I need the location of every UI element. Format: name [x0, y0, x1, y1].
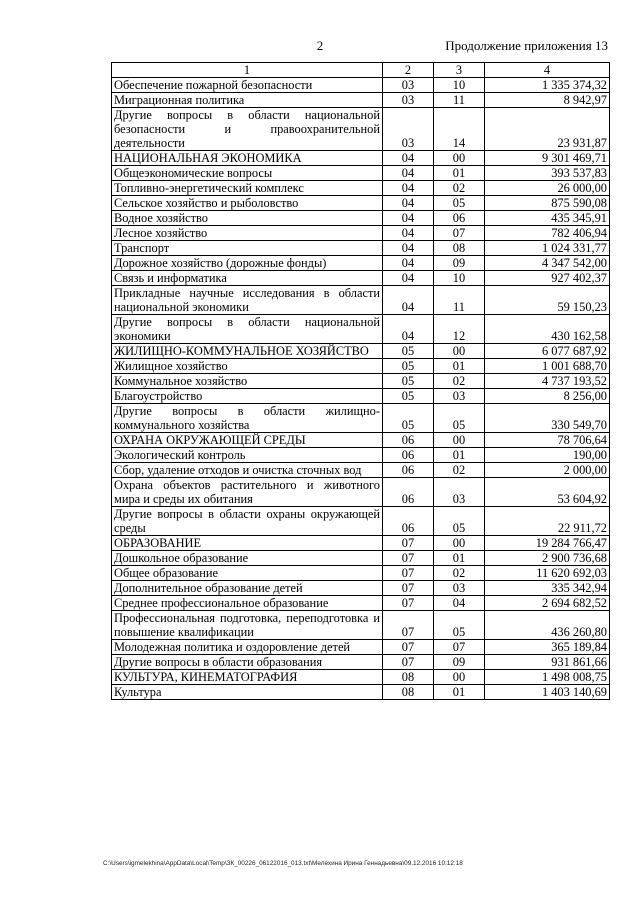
row-section-code: 07 — [383, 536, 434, 551]
row-name: Другие вопросы в области охраны окружающей среды — [112, 507, 383, 536]
table-row — [112, 507, 610, 536]
row-subsection-code: 12 — [434, 315, 485, 344]
row-section-code: 05 — [383, 389, 434, 404]
row-subsection-code: 10 — [434, 78, 485, 93]
row-name: ЖИЛИЩНО-КОММУНАЛЬНОЕ ХОЗЯЙСТВО — [112, 344, 383, 359]
row-amount: 1 335 374,32 — [485, 78, 610, 93]
row-subsection-code: 01 — [434, 166, 485, 181]
row-section-code: 04 — [383, 196, 434, 211]
row-subsection-code: 09 — [434, 256, 485, 271]
row-subsection-code: 00 — [434, 536, 485, 551]
row-amount: 78 706,64 — [485, 433, 610, 448]
row-name: Другие вопросы в области жилищно-коммунального хозяйства — [112, 404, 383, 433]
table-row — [112, 536, 610, 551]
row-subsection-code: 05 — [434, 196, 485, 211]
row-amount: 190,00 — [485, 448, 610, 463]
table-row — [112, 196, 610, 211]
row-amount: 1 498 008,75 — [485, 670, 610, 685]
column-number-row — [112, 63, 610, 78]
row-name: Транспорт — [112, 241, 383, 256]
table-row — [112, 551, 610, 566]
row-subsection-code: 07 — [434, 640, 485, 655]
row-section-code: 07 — [383, 581, 434, 596]
row-section-code: 03 — [383, 93, 434, 108]
row-subsection-code: 05 — [434, 507, 485, 536]
row-name: Миграционная политика — [112, 93, 383, 108]
row-subsection-code: 02 — [434, 181, 485, 196]
table-row — [112, 315, 610, 344]
column-number: 1 — [112, 63, 383, 78]
row-section-code: 05 — [383, 344, 434, 359]
row-subsection-code: 01 — [434, 359, 485, 374]
table-row — [112, 640, 610, 655]
table-row — [112, 374, 610, 389]
row-name: Топливно-энергетический комплекс — [112, 181, 383, 196]
row-amount: 59 150,23 — [485, 286, 610, 315]
row-amount: 393 537,83 — [485, 166, 610, 181]
row-amount: 931 861,66 — [485, 655, 610, 670]
row-subsection-code: 11 — [434, 286, 485, 315]
appendix-label: Продолжение приложения 13 — [445, 38, 608, 53]
table-row — [112, 566, 610, 581]
row-amount: 875 590,08 — [485, 196, 610, 211]
column-number: 4 — [485, 63, 610, 78]
row-subsection-code: 09 — [434, 655, 485, 670]
row-subsection-code: 05 — [434, 404, 485, 433]
table-row — [112, 463, 610, 478]
row-amount: 8 942,97 — [485, 93, 610, 108]
row-name: Дорожное хозяйство (дорожные фонды) — [112, 256, 383, 271]
row-name: Благоустройство — [112, 389, 383, 404]
row-name: НАЦИОНАЛЬНАЯ ЭКОНОМИКА — [112, 151, 383, 166]
row-section-code: 08 — [383, 670, 434, 685]
row-name: Сельское хозяйство и рыболовство — [112, 196, 383, 211]
row-subsection-code: 01 — [434, 551, 485, 566]
row-section-code: 04 — [383, 241, 434, 256]
table-row — [112, 256, 610, 271]
row-name: Дополнительное образование детей — [112, 581, 383, 596]
row-amount: 26 000,00 — [485, 181, 610, 196]
row-section-code: 05 — [383, 359, 434, 374]
row-name: Связь и информатика — [112, 271, 383, 286]
row-subsection-code: 03 — [434, 581, 485, 596]
row-section-code: 06 — [383, 448, 434, 463]
row-amount: 9 301 469,71 — [485, 151, 610, 166]
row-subsection-code: 00 — [434, 433, 485, 448]
row-section-code: 03 — [383, 108, 434, 151]
row-amount: 11 620 692,03 — [485, 566, 610, 581]
row-subsection-code: 08 — [434, 241, 485, 256]
row-amount: 430 162,58 — [485, 315, 610, 344]
row-amount: 2 900 736,68 — [485, 551, 610, 566]
table-row — [112, 611, 610, 640]
column-number: 3 — [434, 63, 485, 78]
row-section-code: 07 — [383, 566, 434, 581]
row-name: ОХРАНА ОКРУЖАЮЩЕЙ СРЕДЫ — [112, 433, 383, 448]
table-row — [112, 344, 610, 359]
table-row — [112, 211, 610, 226]
row-amount: 22 911,72 — [485, 507, 610, 536]
row-section-code: 04 — [383, 315, 434, 344]
table-row — [112, 404, 610, 433]
row-name: Другие вопросы в области образования — [112, 655, 383, 670]
table-row — [112, 151, 610, 166]
row-name: Другие вопросы в области национальной экономики — [112, 315, 383, 344]
table-row — [112, 271, 610, 286]
table-row — [112, 166, 610, 181]
row-subsection-code: 10 — [434, 271, 485, 286]
row-subsection-code: 01 — [434, 448, 485, 463]
file-path-footer: C:\Users\igmelekhina\AppData\Local\Temp\ЗК_00226_06122016_013.txt\Мелехина Ирина Геннадьевна\09.12.2016 10:12:18 — [103, 860, 463, 867]
row-name: Другие вопросы в области национальной безопасности и правоохранительной деятельности — [112, 108, 383, 151]
row-section-code: 07 — [383, 655, 434, 670]
row-subsection-code: 00 — [434, 670, 485, 685]
table-row — [112, 389, 610, 404]
row-section-code: 04 — [383, 151, 434, 166]
row-section-code: 04 — [383, 211, 434, 226]
row-name: Прикладные научные исследования в области национальной экономики — [112, 286, 383, 315]
row-subsection-code: 02 — [434, 463, 485, 478]
row-subsection-code: 07 — [434, 226, 485, 241]
column-number: 2 — [383, 63, 434, 78]
table-row — [112, 448, 610, 463]
row-amount: 2 000,00 — [485, 463, 610, 478]
row-section-code: 03 — [383, 78, 434, 93]
row-name: Жилищное хозяйство — [112, 359, 383, 374]
row-subsection-code: 04 — [434, 596, 485, 611]
budget-table — [111, 62, 610, 700]
row-amount: 53 604,92 — [485, 478, 610, 507]
row-section-code: 04 — [383, 271, 434, 286]
row-amount: 4 347 542,00 — [485, 256, 610, 271]
row-amount: 1 024 331,77 — [485, 241, 610, 256]
row-section-code: 04 — [383, 286, 434, 315]
row-subsection-code: 00 — [434, 151, 485, 166]
table-row — [112, 478, 610, 507]
table-row — [112, 685, 610, 700]
row-name: Экологический контроль — [112, 448, 383, 463]
row-amount: 436 260,80 — [485, 611, 610, 640]
row-amount: 782 406,94 — [485, 226, 610, 241]
row-subsection-code: 02 — [434, 566, 485, 581]
row-subsection-code: 03 — [434, 389, 485, 404]
table-body — [112, 78, 610, 700]
row-amount: 1 403 140,69 — [485, 685, 610, 700]
row-subsection-code: 06 — [434, 211, 485, 226]
row-amount: 4 737 193,52 — [485, 374, 610, 389]
row-amount: 23 931,87 — [485, 108, 610, 151]
table-row — [112, 670, 610, 685]
row-section-code: 06 — [383, 507, 434, 536]
row-section-code: 04 — [383, 181, 434, 196]
row-amount: 19 284 766,47 — [485, 536, 610, 551]
row-name: Молодежная политика и оздоровление детей — [112, 640, 383, 655]
page-number: 2 — [316, 38, 324, 53]
table-row — [112, 655, 610, 670]
row-name: Лесное хозяйство — [112, 226, 383, 241]
table-row — [112, 241, 610, 256]
row-section-code: 06 — [383, 463, 434, 478]
row-subsection-code: 14 — [434, 108, 485, 151]
row-amount: 435 345,91 — [485, 211, 610, 226]
table-row — [112, 108, 610, 151]
row-name: Водное хозяйство — [112, 211, 383, 226]
row-amount: 1 001 688,70 — [485, 359, 610, 374]
row-section-code: 06 — [383, 433, 434, 448]
row-name: Обеспечение пожарной безопасности — [112, 78, 383, 93]
row-section-code: 06 — [383, 478, 434, 507]
table-row — [112, 433, 610, 448]
row-amount: 365 189,84 — [485, 640, 610, 655]
table-row — [112, 226, 610, 241]
row-amount: 927 402,37 — [485, 271, 610, 286]
table-row — [112, 286, 610, 315]
table-row — [112, 581, 610, 596]
row-amount: 2 694 682,52 — [485, 596, 610, 611]
row-section-code: 05 — [383, 374, 434, 389]
row-subsection-code: 02 — [434, 374, 485, 389]
row-amount: 8 256,00 — [485, 389, 610, 404]
row-amount: 335 342,94 — [485, 581, 610, 596]
row-subsection-code: 00 — [434, 344, 485, 359]
row-name: ОБРАЗОВАНИЕ — [112, 536, 383, 551]
row-amount: 6 077 687,92 — [485, 344, 610, 359]
row-amount: 330 549,70 — [485, 404, 610, 433]
row-name: Общеэкономические вопросы — [112, 166, 383, 181]
row-subsection-code: 01 — [434, 685, 485, 700]
row-name: Общее образование — [112, 566, 383, 581]
row-name: Сбор, удаление отходов и очистка сточных вод — [112, 463, 383, 478]
row-section-code: 05 — [383, 404, 434, 433]
table-row — [112, 93, 610, 108]
row-section-code: 04 — [383, 226, 434, 241]
row-section-code: 04 — [383, 166, 434, 181]
row-section-code: 07 — [383, 596, 434, 611]
row-name: Культура — [112, 685, 383, 700]
row-subsection-code: 05 — [434, 611, 485, 640]
row-section-code: 07 — [383, 640, 434, 655]
row-section-code: 08 — [383, 685, 434, 700]
table-row — [112, 181, 610, 196]
row-section-code: 04 — [383, 256, 434, 271]
row-name: КУЛЬТУРА, КИНЕМАТОГРАФИЯ — [112, 670, 383, 685]
table-row — [112, 78, 610, 93]
row-subsection-code: 11 — [434, 93, 485, 108]
row-name: Коммунальное хозяйство — [112, 374, 383, 389]
table-row — [112, 596, 610, 611]
row-section-code: 07 — [383, 551, 434, 566]
row-name: Охрана объектов растительного и животного мира и среды их обитания — [112, 478, 383, 507]
table-row — [112, 359, 610, 374]
row-section-code: 07 — [383, 611, 434, 640]
row-subsection-code: 03 — [434, 478, 485, 507]
row-name: Профессиональная подготовка, переподготовка и повышение квалификации — [112, 611, 383, 640]
row-name: Среднее профессиональное образование — [112, 596, 383, 611]
row-name: Дошкольное образование — [112, 551, 383, 566]
